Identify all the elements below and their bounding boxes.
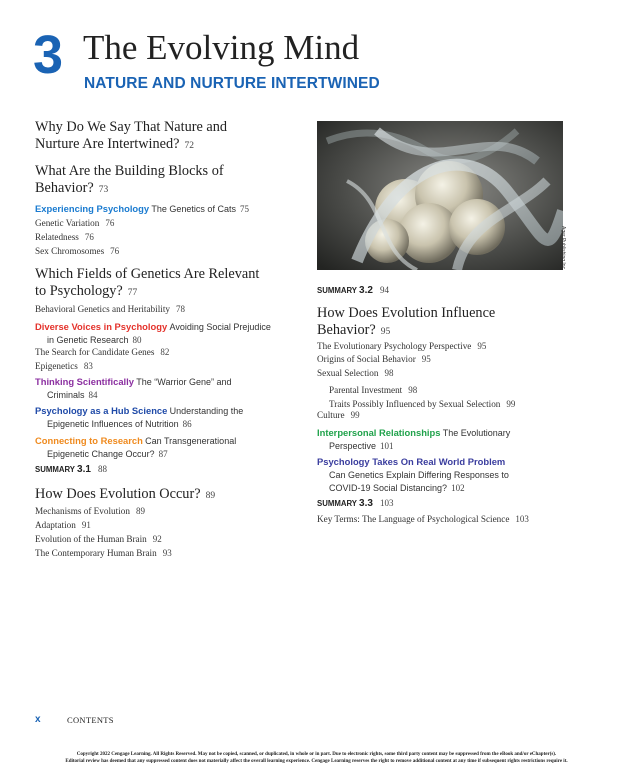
page-number: 95 bbox=[477, 341, 487, 351]
page-number: 99 bbox=[350, 410, 360, 420]
entry-text: Key Terms: The Language of Psychological Science bbox=[317, 514, 510, 524]
heading-line-1: What Are the Building Blocks of bbox=[35, 163, 224, 179]
feature-thinking-scientifically[interactable] bbox=[35, 375, 231, 402]
page-number-roman: x bbox=[35, 714, 41, 725]
toc-entry-evolutionary-perspective[interactable] bbox=[317, 339, 486, 353]
toc-heading-evolution-behavior[interactable] bbox=[317, 305, 495, 340]
feature-description-cont: in Genetic Research bbox=[47, 335, 129, 345]
copyright-line-1: Copyright 2022 Cengage Learning. All Rights Reserved. May not be copied, scanned, or duplicated, in whole or in part. Due to electronic rights, some third party content may be suppressed from the eBook and/or eChapter(s). bbox=[76, 752, 557, 757]
feature-label: Connecting to Research bbox=[35, 435, 143, 446]
toc-entry-contemporary-brain[interactable] bbox=[35, 546, 172, 560]
heading-line-2: Nurture Are Intertwined? bbox=[35, 135, 180, 152]
feature-label: Diverse Voices in Psychology bbox=[35, 321, 168, 332]
page-number: 72 bbox=[184, 140, 194, 151]
toc-entry-mechanisms[interactable] bbox=[35, 504, 145, 518]
toc-heading-evolution-occur[interactable] bbox=[35, 486, 215, 505]
page-number: 76 bbox=[84, 232, 94, 242]
heading-line-1: Which Fields of Genetics Are Relevant bbox=[35, 266, 260, 282]
entry-text: The Search for Candidate Genes bbox=[35, 347, 155, 357]
heading-line-1: Why Do We Say That Nature and bbox=[35, 119, 228, 135]
feature-diverse-voices[interactable] bbox=[35, 320, 271, 347]
heading-line-2: to Psychology? bbox=[35, 282, 123, 299]
toc-entry-adaptation[interactable] bbox=[35, 518, 91, 532]
copyright-line-2: Editorial review has deemed that any suppressed content does not materially affect the overall learning experience. Cengage Learning reserves the right to remove additional content at any time if subsequent rights restrictions require it. bbox=[65, 759, 568, 764]
page-number: 94 bbox=[379, 285, 389, 295]
page-number: 80 bbox=[132, 335, 142, 345]
page-number: 101 bbox=[380, 441, 394, 451]
heading-line-2: Behavior? bbox=[35, 179, 94, 196]
entry-text: Epigenetics bbox=[35, 361, 78, 371]
toc-heading-nature-nurture[interactable] bbox=[35, 119, 227, 154]
toc-entry-human-brain-evolution[interactable] bbox=[35, 532, 162, 546]
entry-text: Parental Investment bbox=[329, 385, 403, 395]
toc-entry-culture[interactable] bbox=[317, 408, 360, 422]
summary-number: 3.3 bbox=[359, 498, 373, 509]
feature-hub-science[interactable] bbox=[35, 404, 243, 431]
feature-label: Thinking Scientifically bbox=[35, 376, 134, 387]
feature-description-cont: Criminals bbox=[47, 390, 85, 400]
feature-description: Understanding the bbox=[169, 406, 244, 416]
toc-entry-epigenetics[interactable] bbox=[35, 359, 93, 373]
feature-label: Experiencing Psychology bbox=[35, 203, 150, 214]
footer-contents-label: CONTENTS bbox=[67, 715, 114, 725]
feature-description: The Genetics of Cats bbox=[151, 204, 236, 214]
toc-entry-relatedness[interactable] bbox=[35, 230, 94, 244]
page-number: 102 bbox=[451, 483, 465, 493]
entry-text: The Evolutionary Psychology Perspective bbox=[317, 341, 472, 351]
feature-description: Avoiding Social Prejudice bbox=[169, 322, 271, 332]
feature-description-cont: Perspective bbox=[329, 441, 377, 451]
toc-entry-behavioral-genetics[interactable] bbox=[35, 302, 185, 316]
summary-3-2[interactable] bbox=[317, 285, 389, 296]
page-number: 87 bbox=[158, 449, 168, 459]
summary-number: 3.1 bbox=[77, 464, 91, 475]
page-number: 95 bbox=[380, 326, 391, 337]
entry-text: Sexual Selection bbox=[317, 368, 379, 378]
feature-description: Can Transgenerational bbox=[145, 436, 237, 446]
entry-text: Sex Chromosomes bbox=[35, 246, 105, 256]
page-number: 73 bbox=[98, 184, 109, 195]
page-number: 99 bbox=[506, 399, 516, 409]
page-number: 92 bbox=[152, 534, 162, 544]
toc-heading-fields-of-genetics[interactable] bbox=[35, 266, 259, 301]
toc-heading-building-blocks[interactable] bbox=[35, 163, 224, 198]
photo-credit: Ager Publishing Inc. bbox=[560, 226, 566, 271]
chapter-number: 3 bbox=[33, 25, 64, 85]
entry-text: Adaptation bbox=[35, 520, 76, 530]
toc-subentry-parental-investment[interactable] bbox=[329, 383, 417, 397]
summary-3-1[interactable] bbox=[35, 464, 107, 475]
summary-label: SUMMARY bbox=[35, 465, 75, 474]
page-number: 76 bbox=[110, 246, 120, 256]
toc-entry-sexual-selection[interactable] bbox=[317, 366, 394, 380]
entry-text: Relatedness bbox=[35, 232, 79, 242]
page-number: 75 bbox=[239, 204, 249, 214]
page-number: 88 bbox=[97, 464, 107, 474]
entry-text: Behavioral Genetics and Heritability bbox=[35, 304, 170, 314]
page-number: 89 bbox=[205, 491, 216, 501]
page-number: 84 bbox=[88, 390, 98, 400]
toc-entry-key-terms[interactable] bbox=[317, 512, 529, 526]
summary-label: SUMMARY bbox=[317, 499, 357, 508]
feature-real-world-problem[interactable] bbox=[317, 455, 509, 495]
chapter-title: The Evolving Mind bbox=[83, 28, 360, 67]
page-number: 93 bbox=[162, 548, 172, 558]
page-number: 98 bbox=[384, 368, 394, 378]
feature-experiencing-psychology[interactable] bbox=[35, 202, 249, 216]
feature-interpersonal-relationships[interactable] bbox=[317, 426, 510, 453]
feature-description-cont: Epigenetic Change Occur? bbox=[47, 449, 155, 459]
toc-entry-candidate-genes[interactable] bbox=[35, 345, 169, 359]
page-number: 82 bbox=[160, 347, 170, 357]
feature-label: Psychology Takes On Real World Problem bbox=[317, 456, 506, 467]
entry-text: Evolution of the Human Brain bbox=[35, 534, 147, 544]
feature-description-cont: Epigenetic Influences of Nutrition bbox=[47, 419, 179, 429]
toc-entry-genetic-variation[interactable] bbox=[35, 216, 114, 230]
summary-number: 3.2 bbox=[359, 285, 373, 296]
feature-connecting-to-research[interactable] bbox=[35, 434, 236, 461]
feature-description: Can Genetics Explain Differing Responses to bbox=[329, 470, 509, 480]
chromosome-photo bbox=[317, 121, 563, 270]
summary-3-3[interactable] bbox=[317, 498, 393, 509]
heading-line-1: How Does Evolution Influence bbox=[317, 305, 496, 321]
feature-label: Interpersonal Relationships bbox=[317, 427, 441, 438]
entry-text: Mechanisms of Evolution bbox=[35, 506, 130, 516]
page-number: 103 bbox=[379, 498, 394, 508]
page-number: 83 bbox=[83, 361, 93, 371]
page-number: 98 bbox=[408, 385, 418, 395]
entry-text: Traits Possibly Influenced by Sexual Selection bbox=[329, 399, 501, 409]
entry-text: The Contemporary Human Brain bbox=[35, 548, 157, 558]
entry-text: Origins of Social Behavior bbox=[317, 354, 416, 364]
page-number: 78 bbox=[175, 304, 185, 314]
heading-line-2: Behavior? bbox=[317, 321, 376, 338]
toc-entry-sex-chromosomes[interactable] bbox=[35, 244, 119, 258]
feature-description: The Evolutionary bbox=[442, 428, 511, 438]
page-number: 89 bbox=[135, 506, 145, 516]
feature-description-cont: COVID-19 Social Distancing? bbox=[329, 483, 448, 493]
toc-entry-social-behavior[interactable] bbox=[317, 352, 431, 366]
page-number: 86 bbox=[182, 419, 192, 429]
page-number: 103 bbox=[515, 514, 529, 524]
summary-label: SUMMARY bbox=[317, 286, 357, 295]
page-number: 95 bbox=[421, 354, 431, 364]
page-number: 76 bbox=[105, 218, 115, 228]
entry-text: Genetic Variation bbox=[35, 218, 100, 228]
feature-label: Psychology as a Hub Science bbox=[35, 405, 168, 416]
heading-text: How Does Evolution Occur? bbox=[35, 486, 201, 502]
entry-text: Culture bbox=[317, 410, 345, 420]
page-number: 77 bbox=[127, 287, 138, 298]
feature-description: The “Warrior Gene” and bbox=[136, 377, 232, 387]
page-number: 91 bbox=[81, 520, 91, 530]
chapter-subtitle: NATURE AND NURTURE INTERTWINED bbox=[84, 75, 380, 92]
